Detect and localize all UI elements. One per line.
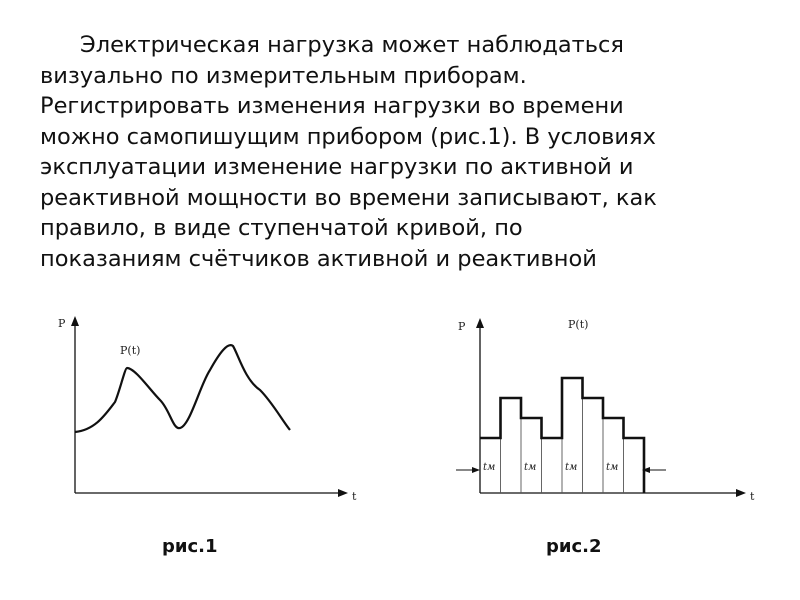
- figure-2-plot: [450, 310, 770, 510]
- paragraph-line: показаниям счётчиков активной и реактивной: [40, 245, 597, 272]
- x-axis-label: t: [352, 490, 357, 503]
- step-bars: [480, 378, 644, 493]
- figure-1-plot: [50, 310, 370, 510]
- y-axis-label: P: [58, 317, 66, 330]
- body-paragraph: [40, 30, 780, 274]
- paragraph-line: визуально по измерительным приборам.: [40, 62, 527, 89]
- left-marker-arrow-icon: [472, 467, 480, 473]
- x-axis-arrow-icon: [338, 489, 348, 497]
- paragraph-line: эксплуатации изменение нагрузки по активной и: [40, 154, 634, 180]
- interval-label: tм: [606, 462, 619, 473]
- interval-labels: [483, 462, 618, 473]
- figure-1-caption: рис.1: [162, 536, 218, 557]
- curve-label: P(t): [120, 344, 141, 357]
- x-axis-label: t: [750, 490, 755, 503]
- paragraph-line: Регистрировать изменения нагрузки во времени: [40, 93, 624, 119]
- curve-label: P(t): [568, 318, 589, 331]
- interval-label: tм: [524, 462, 537, 473]
- figure-2-caption: рис.2: [546, 536, 602, 557]
- paragraph-line: правило, в виде ступенчатой кривой, по: [40, 215, 523, 241]
- y-axis-arrow-icon: [71, 316, 79, 326]
- paragraph-line: можно самопишущим прибором (рис.1). В условиях: [40, 123, 656, 150]
- interval-label: tм: [565, 462, 578, 473]
- y-axis-label: P: [458, 320, 466, 333]
- paragraph-line: Электрическая нагрузка может наблюдаться: [80, 32, 624, 58]
- paragraph-line: реактивной мощности во времени записывают, как: [40, 184, 657, 211]
- load-curve: [75, 345, 290, 432]
- y-axis-arrow-icon: [476, 318, 484, 328]
- x-axis-arrow-icon: [736, 489, 746, 497]
- interval-label: tм: [483, 462, 496, 473]
